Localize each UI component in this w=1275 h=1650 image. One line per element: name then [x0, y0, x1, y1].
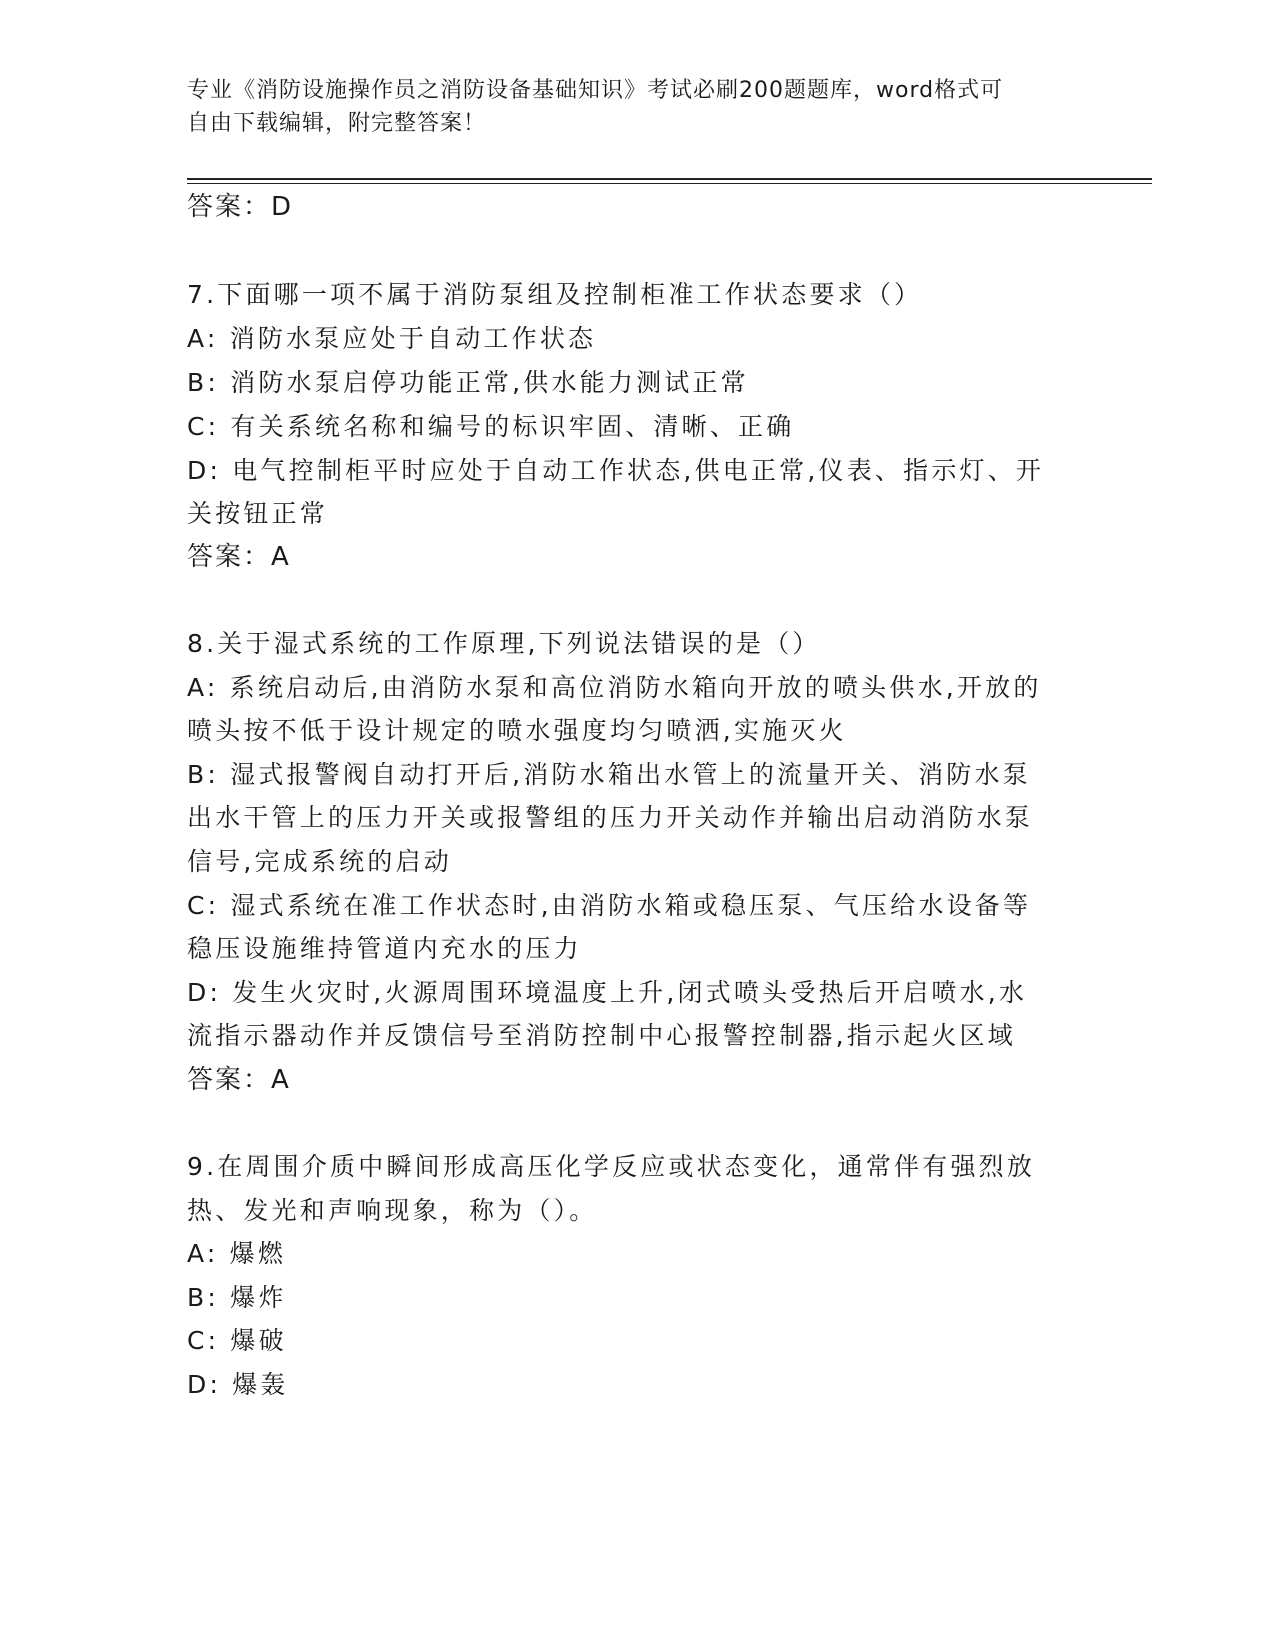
q8-option-b-line-2: 出水干管上的压力开关或报警组的压力开关动作并输出启动消防水泵 — [187, 803, 1034, 832]
q7-option-a: A: 消防水泵应处于自动工作状态 — [187, 324, 597, 353]
q9-option-a: A: 爆燃 — [187, 1239, 287, 1268]
q8-option-c-line-1: C: 湿式系统在准工作状态时,由消防水箱或稳压泵、气压给水设备等 — [187, 891, 1032, 920]
q9-option-c: C: 爆破 — [187, 1326, 287, 1355]
q7-question: 7.下面哪一项不属于消防泵组及控制柜准工作状态要求（） — [187, 280, 923, 309]
header-line-2: 自由下载编辑，附完整答案！ — [187, 111, 487, 136]
previous-answer: 答案：D — [187, 192, 294, 222]
q8-option-b-line-1: B: 湿式报警阀自动打开后,消防水箱出水管上的流量开关、消防水泵 — [187, 760, 1031, 789]
q8-option-d-line-2: 流指示器动作并反馈信号至消防控制中心报警控制器,指示起火区域 — [187, 1021, 1016, 1050]
q9-option-d: D: 爆轰 — [187, 1370, 289, 1399]
q8-answer: 答案：A — [187, 1065, 291, 1095]
q8-option-b-line-3: 信号,完成系统的启动 — [187, 847, 452, 876]
q8-option-c-line-2: 稳压设施维持管道内充水的压力 — [187, 934, 582, 963]
q9-question-line-2: 热、发光和声响现象，称为（）。 — [187, 1196, 598, 1225]
q9-question-line-1: 9.在周围介质中瞬间形成高压化学反应或状态变化，通常伴有强烈放 — [187, 1152, 1036, 1181]
q7-option-d-line-2: 关按钮正常 — [187, 499, 329, 528]
q8-option-d-line-1: D: 发生火灾时,火源周围环境温度上升,闭式喷头受热后开启喷水,水 — [187, 978, 1028, 1007]
document-header — [187, 74, 1087, 140]
q8-option-a-line-2: 喷头按不低于设计规定的喷水强度均匀喷洒,实施灭火 — [187, 716, 847, 745]
header-rule-thick — [187, 178, 1152, 180]
header-rule-thin — [187, 183, 1152, 184]
q7-answer: 答案：A — [187, 542, 291, 572]
header-line-1: 专业《消防设施操作员之消防设备基础知识》考试必刷200题题库，word格式可 — [187, 78, 1004, 103]
q8-question: 8.关于湿式系统的工作原理,下列说法错误的是（） — [187, 629, 821, 658]
q9-option-b: B: 爆炸 — [187, 1283, 287, 1312]
q7-option-c: C: 有关系统名称和编号的标识牢固、清晰、正确 — [187, 412, 795, 441]
q8-option-a-line-1: A: 系统启动后,由消防水泵和高位消防水箱向开放的喷头供水,开放的 — [187, 673, 1042, 702]
q7-option-b: B: 消防水泵启停功能正常,供水能力测试正常 — [187, 368, 749, 397]
q7-option-d-line-1: D: 电气控制柜平时应处于自动工作状态,供电正常,仪表、指示灯、开 — [187, 456, 1045, 485]
